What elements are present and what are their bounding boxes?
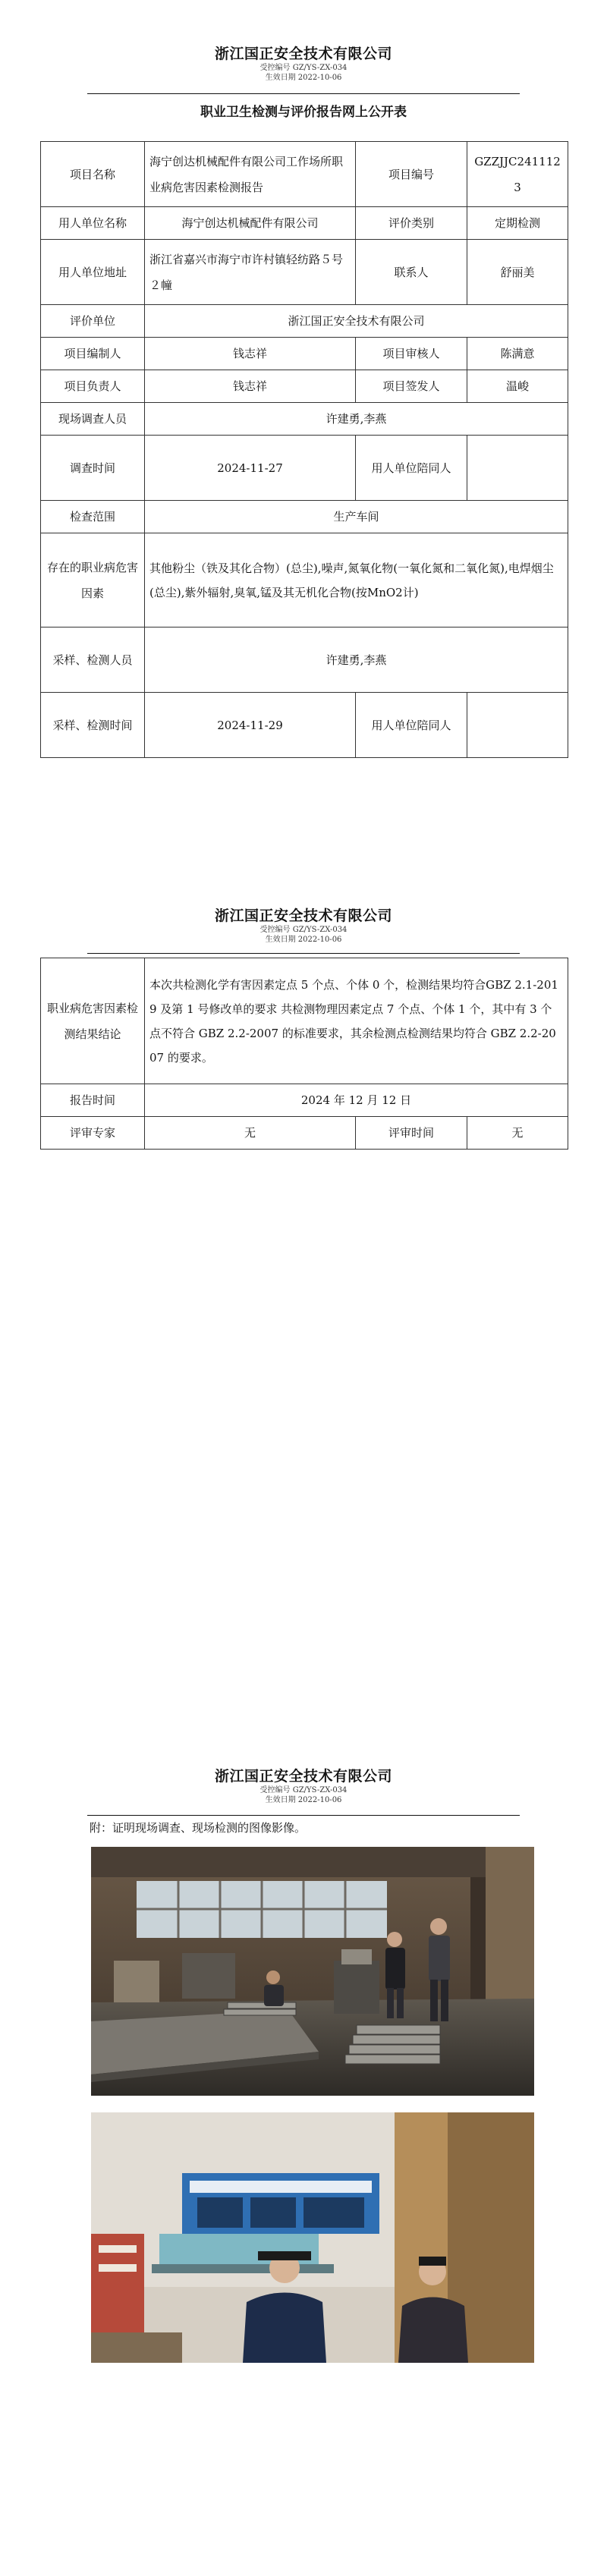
site-photo-personnel [91, 2112, 534, 2363]
effective-date: 生效日期 2022-10-06 [265, 1796, 342, 1804]
manager: 钱志祥 [145, 370, 356, 403]
company-name: 浙江国正安全技术有限公司 [214, 46, 392, 62]
eval-unit: 浙江国正安全技术有限公司 [145, 305, 568, 338]
samplers-label: 采样、检测人员 [41, 627, 145, 693]
reviewer-label: 项目审核人 [356, 338, 467, 370]
effective-date: 生效日期 2022-10-06 [265, 936, 342, 944]
eval-unit-label: 评价单位 [41, 305, 145, 338]
report-time: 2024 年 12 月 12 日 [145, 1084, 568, 1117]
investigators: 许建勇,李燕 [145, 403, 568, 436]
accompany-label: 用人单位陪同人 [356, 436, 467, 501]
scope-label: 检查范围 [41, 501, 145, 533]
issuer: 温峻 [467, 370, 568, 403]
contact-label: 联系人 [356, 240, 467, 305]
accompany2 [467, 693, 568, 758]
employer-name-label: 用人单位名称 [41, 207, 145, 240]
expert-label: 评审专家 [41, 1117, 145, 1150]
page-title: 职业卫生检测与评价报告网上公开表 [200, 105, 407, 120]
header-divider [87, 953, 520, 954]
survey-time: 2024-11-27 [145, 436, 356, 501]
compiler-label: 项目编制人 [41, 338, 145, 370]
contact: 舒丽美 [467, 240, 568, 305]
accompany2-label: 用人单位陪同人 [356, 693, 467, 758]
page3-header [0, 1765, 607, 1805]
survey-time-label: 调查时间 [41, 436, 145, 501]
manager-label: 项目负责人 [41, 370, 145, 403]
scope: 生产车间 [145, 501, 568, 533]
attachment-label: 附：证明现场调查、现场检测的图像影像。 [90, 1821, 307, 1835]
compiler: 钱志祥 [145, 338, 356, 370]
effective-date: 生效日期 2022-10-06 [265, 74, 342, 82]
investigators-label: 现场调查人员 [41, 403, 145, 436]
employer-addr: 浙江省嘉兴市海宁市许村镇轻纺路５号２幢 [145, 240, 356, 305]
project-name-label: 项目名称 [41, 142, 145, 207]
project-no: GZZJJC2411123 [467, 142, 568, 207]
report-time-label: 报告时间 [41, 1084, 145, 1117]
site-photo-workshop [91, 1847, 534, 2096]
review-time: 无 [467, 1117, 568, 1150]
control-number: 受控编号 GZ/YS-ZX-034 [259, 1786, 348, 1794]
company-name: 浙江国正安全技术有限公司 [214, 1768, 392, 1785]
accompany [467, 436, 568, 501]
control-number: 受控编号 GZ/YS-ZX-034 [259, 926, 348, 934]
conclusion-label: 职业病危害因素检测结果结论 [41, 958, 145, 1084]
employer-addr-label: 用人单位地址 [41, 240, 145, 305]
header-divider [87, 93, 520, 94]
conclusion: 本次共检测化学有害因素定点 5 个点、个体 0 个，检测结果均符合GBZ 2.1-2019 及第 1 号修改单的要求 共检测物理因素定点 7 个点、个体 1 个，其中有 3 个点不符合 GBZ 2.2-2007 的标准要求，其余检测点检测结果均符合 GBZ 2.2-2007 的要求。 [145, 958, 568, 1084]
info-table [40, 141, 568, 758]
reviewer: 陈满意 [467, 338, 568, 370]
samplers: 许建勇,李燕 [145, 627, 568, 693]
issuer-label: 项目签发人 [356, 370, 467, 403]
page2-header [0, 904, 607, 945]
company-name: 浙江国正安全技术有限公司 [214, 907, 392, 924]
hazards-label: 存在的职业病危害因素 [41, 533, 145, 627]
hazards: 其他粉尘（铁及其化合物）(总尘),噪声,氮氧化物(一氧化氮和二氧化氮),电焊烟尘(总尘),紫外辐射,臭氧,锰及其无机化合物(按MnO2计) [145, 533, 568, 627]
header-divider [87, 1815, 520, 1816]
eval-type-label: 评价类别 [356, 207, 467, 240]
employer-name: 海宁创达机械配件有限公司 [145, 207, 356, 240]
eval-type: 定期检测 [467, 207, 568, 240]
project-no-label: 项目编号 [356, 142, 467, 207]
review-time-label: 评审时间 [356, 1117, 467, 1150]
project-name: 海宁创达机械配件有限公司工作场所职业病危害因素检测报告 [145, 142, 356, 207]
conclusion-table [40, 958, 568, 1150]
page1-header [0, 42, 607, 83]
control-number: 受控编号 GZ/YS-ZX-034 [259, 64, 348, 72]
expert: 无 [145, 1117, 356, 1150]
sample-time: 2024-11-29 [145, 693, 356, 758]
sample-time-label: 采样、检测时间 [41, 693, 145, 758]
